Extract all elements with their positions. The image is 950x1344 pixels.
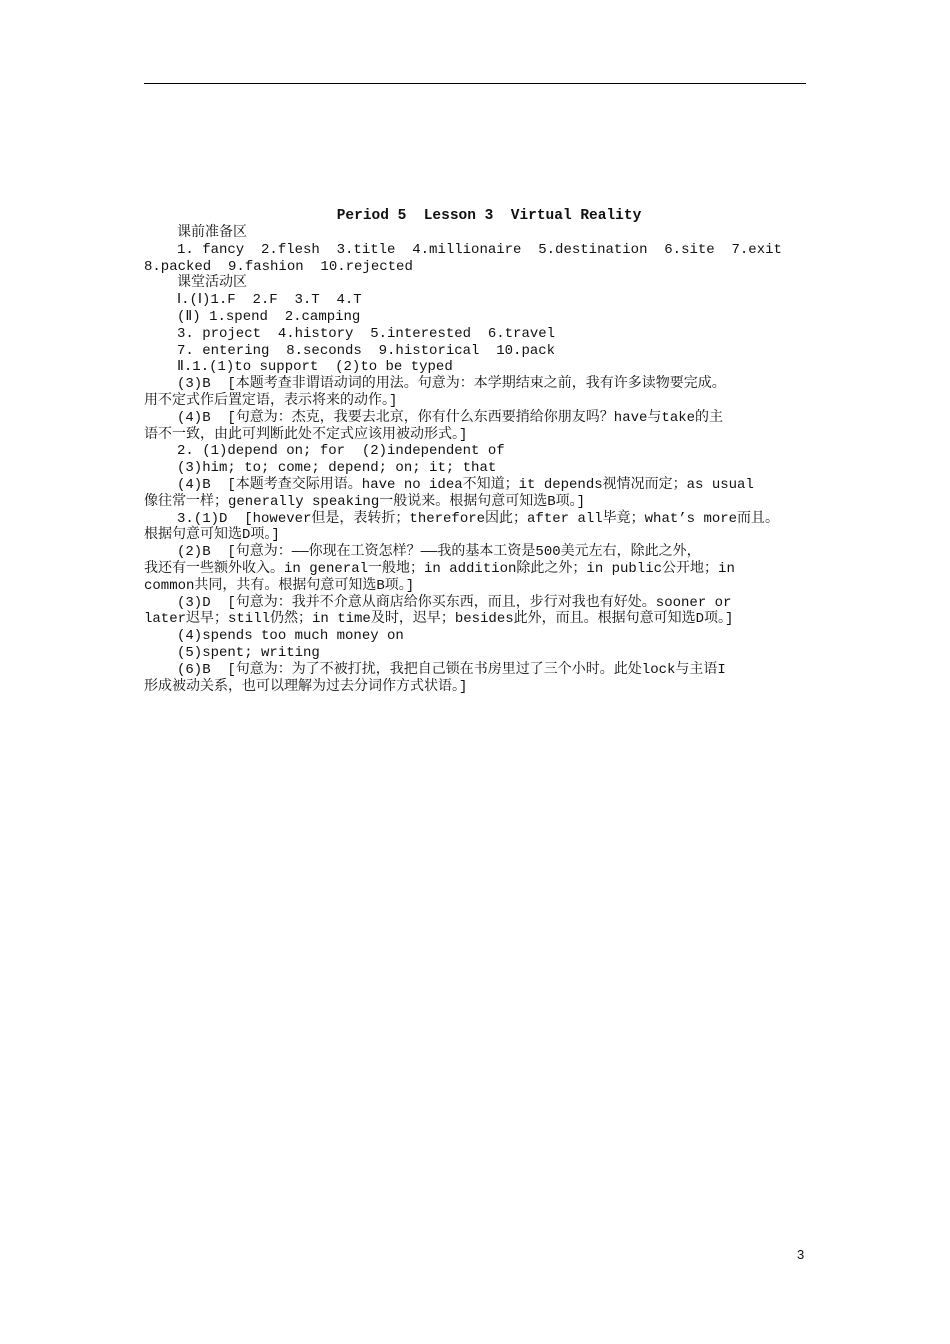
text-line: 3. project 4.history 5.interested 6.travel [177, 325, 556, 342]
answer-key-body [144, 225, 808, 695]
text-line: (6)B [句意为：为了不被打扰，我把自己锁在书房里过了三个小时。此处lock与主语I [177, 661, 726, 678]
text-line: (Ⅱ) 1.spend 2.camping [177, 308, 361, 325]
text-line: (4)spends too much money on [177, 628, 404, 645]
text-line: (5)spent; writing [177, 644, 320, 661]
text-line: later迟早；still仍然；in time及时，迟早；besides此外，而且。根据句意可知选D项。] [144, 611, 734, 628]
text-line: 形成被动关系，也可以理解为过去分词作方式状语。] [144, 678, 468, 695]
text-line: 7. entering 8.seconds 9.historical 10.pack [177, 342, 556, 359]
text-line: (4)B [本题考查交际用语。have no idea不知道；it depends视情况而定；as usual [177, 476, 754, 493]
page-title: Period 5 Lesson 3 Virtual Reality [336, 208, 642, 224]
page-number: 3 [797, 1247, 805, 1262]
text-line: 8.packed 9.fashion 10.rejected [144, 258, 413, 275]
text-line: 1. fancy 2.flesh 3.title 4.millionaire 5.destination 6.site 7.exit [177, 241, 782, 258]
text-line: (3)B [本题考查非谓语动词的用法。句意为：本学期结束之前，我有许多读物要完成。 [177, 376, 726, 393]
text-line: (4)B [句意为：杰克，我要去北京，你有什么东西要捎给你朋友吗？have与take的主 [177, 409, 724, 426]
text-line: 语不一致，由此可判断此处不定式应该用被动形式。] [144, 426, 468, 443]
text-line: 课堂活动区 [177, 275, 247, 292]
text-line: Ⅰ.(Ⅰ)1.F 2.F 3.T 4.T [177, 292, 362, 309]
text-line: common共同，共有。根据句意可知选B项。] [144, 577, 415, 594]
text-line: 像往常一样；generally speaking一般说来。根据句意可知选B项。] [144, 493, 586, 510]
header-rule [144, 83, 806, 84]
text-line: (3)D [句意为：我并不介意从商店给你买东西，而且，步行对我也有好处。sooner or [177, 594, 732, 611]
text-line: 3.(1)D [however但是，表转折；therefore因此；after all毕竟；what’s more而且。 [177, 510, 780, 527]
text-line: 2. (1)depend on; for (2)independent of [177, 443, 505, 460]
text-line: 我还有一些额外收入。in general一般地；in addition除此之外；in public公开地；in [144, 560, 735, 577]
text-line: (3)him; to; come; depend; on; it; that [177, 460, 497, 477]
text-line: (2)B [句意为：——你现在工资怎样？——我的基本工资是500美元左右，除此之外， [177, 544, 701, 561]
text-line: 课前准备区 [177, 225, 247, 241]
text-line: 根据句意可知选D项。] [144, 527, 280, 544]
text-line: Ⅱ.1.(1)to support (2)to be typed [177, 359, 453, 376]
text-line: 用不定式作后置定语，表示将来的动作。] [144, 392, 398, 409]
